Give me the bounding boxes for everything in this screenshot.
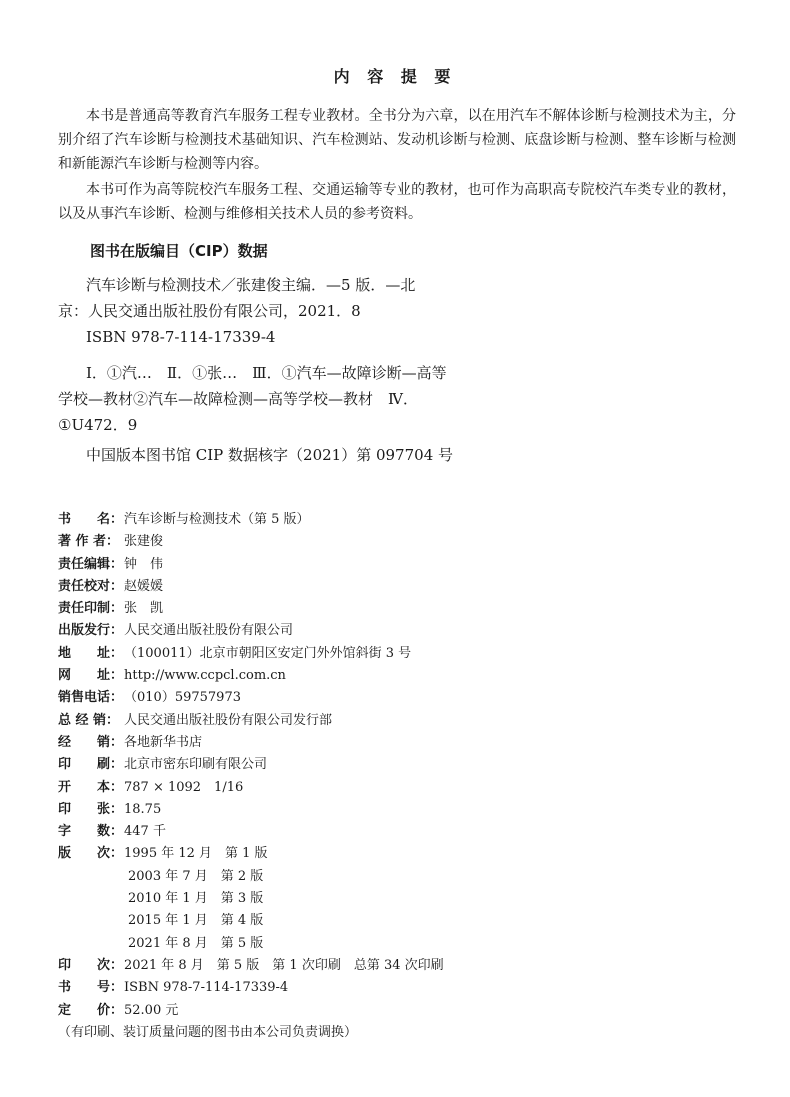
- colophon-value: 447 千: [124, 824, 166, 840]
- colophon-label: 总 经 销：: [58, 712, 120, 728]
- colophon-row: [58, 732, 578, 754]
- colophon-value: 各地新华书店: [124, 734, 203, 750]
- colophon-value: http://www.ccpcl.com.cn: [124, 668, 286, 684]
- cip-record-number: 中国版本图书馆 CIP 数据核字（2021）第 097704 号: [86, 446, 454, 464]
- cip-title-line: 汽车诊断与检测技术／张建俊主编．—5 版．—北: [86, 276, 416, 294]
- cip-record-main: [58, 272, 498, 350]
- cip-record-number-block: [58, 442, 498, 468]
- summary-paragraph: 本书可作为高等院校汽车服务工程、交通运输等专业的教材，也可作为高职高专院校汽车类专业的教材，以及从事汽车诊断、检测与维修相关技术人员的参考资料。: [58, 182, 736, 222]
- colophon-row: [58, 554, 578, 576]
- colophon-label: 印 刷：: [58, 757, 124, 773]
- colophon-label: 责任印制：: [58, 601, 124, 617]
- colophon-row: [58, 576, 578, 598]
- cip-class-line: ①U472．9: [58, 416, 138, 434]
- colophon-row: [58, 821, 578, 843]
- cip-heading: 图书在版编目（CIP）数据: [90, 242, 268, 260]
- colophon-row: [58, 754, 578, 776]
- colophon-value: 张建俊: [124, 534, 164, 550]
- colophon-label: 版 次：: [58, 846, 124, 862]
- colophon-value: 1995 年 12 月 第 1 版: [124, 846, 268, 862]
- colophon-value: 18.75: [124, 801, 162, 817]
- cip-class-line: 学校—教材②汽车—故障检测—高等学校—教材 Ⅳ．: [58, 390, 418, 408]
- cip-publisher-line: 京：人民交通出版社股份有限公司，2021．8: [58, 302, 361, 320]
- colophon-value: ISBN 978-7-114-17339-4: [124, 980, 289, 996]
- colophon-value: （100011）北京市朝阳区安定门外外馆斜街 3 号: [124, 645, 412, 661]
- edition-history-item: 2021 年 8 月 第 5 版: [128, 935, 264, 951]
- colophon-label: 著 作 者：: [58, 534, 120, 550]
- colophon-row: [58, 687, 578, 709]
- colophon-label: 定 价：: [58, 1002, 124, 1018]
- colophon-row: [58, 977, 578, 999]
- colophon-label: 出版发行：: [58, 623, 124, 639]
- colophon-label: 书 号：: [58, 980, 124, 996]
- colophon-value: 汽车诊断与检测技术（第 5 版）: [124, 512, 310, 527]
- colophon-label: 开 本：: [58, 779, 124, 795]
- colophon-label: 字 数：: [58, 824, 124, 840]
- colophon-label: 地 址：: [58, 645, 124, 661]
- colophon-row: [58, 843, 578, 865]
- colophon-note: （有印刷、装订质量问题的图书由本公司负责调换）: [58, 1024, 358, 1040]
- colophon-label: 印 次：: [58, 957, 124, 973]
- colophon-value: 2021 年 8 月 第 5 版 第 1 次印刷 总第 34 次印刷: [124, 957, 444, 973]
- summary-paragraph: 本书是普通高等教育汽车服务工程专业教材。全书分为六章，以在用汽车不解体诊断与检测技术为主，分别介绍了汽车诊断与检测技术基础知识、汽车检测站、发动机诊断与检测、底盘诊断与检测、整车诊断与检测和新能源汽车诊断与检测等内容。: [58, 108, 736, 172]
- colophon-row: [58, 710, 578, 732]
- colophon-label: 销售电话：: [58, 690, 124, 706]
- cip-class-line: Ⅰ．①汽… Ⅱ．①张… Ⅲ．①汽车—故障诊断—高等: [86, 364, 447, 382]
- cip-isbn: ISBN 978-7-114-17339-4: [86, 328, 276, 346]
- colophon-value: 人民交通出版社股份有限公司: [124, 623, 294, 639]
- colophon: [58, 509, 578, 1044]
- colophon-label: 责任校对：: [58, 578, 124, 594]
- colophon-label: 网 址：: [58, 668, 124, 684]
- colophon-value: 钟 伟: [124, 556, 164, 572]
- edition-history-item: 2015 年 1 月 第 4 版: [128, 913, 264, 929]
- cip-record-classification: [58, 360, 498, 438]
- colophon-row: [58, 531, 578, 553]
- colophon-value: 52.00 元: [124, 1002, 179, 1018]
- colophon-row: [58, 665, 578, 687]
- edition-history-item: 2003 年 7 月 第 2 版: [128, 868, 264, 884]
- colophon-value: （010）59757973: [124, 690, 241, 706]
- colophon-row: [58, 643, 578, 665]
- edition-history-item: 2010 年 1 月 第 3 版: [128, 891, 264, 907]
- colophon-row: [58, 955, 578, 977]
- colophon-row: [58, 598, 578, 620]
- colophon-label: 书 名：: [58, 512, 124, 527]
- colophon-label: 经 销：: [58, 734, 124, 750]
- colophon-label: 印 张：: [58, 801, 124, 817]
- colophon-row: [58, 509, 578, 531]
- colophon-row: [58, 799, 578, 821]
- colophon-label: 责任编辑：: [58, 556, 124, 572]
- colophon-value: 张 凯: [124, 601, 164, 617]
- colophon-value: 人民交通出版社股份有限公司发行部: [124, 712, 333, 728]
- colophon-value: 787 × 1092 1/16: [124, 779, 244, 795]
- colophon-row: [58, 1000, 578, 1022]
- colophon-row: [58, 777, 578, 799]
- colophon-value: 北京市密东印刷有限公司: [124, 757, 268, 773]
- colophon-value: 赵媛媛: [124, 578, 164, 594]
- page-title: 内 容 提 要: [333, 67, 457, 86]
- colophon-row: [58, 620, 578, 642]
